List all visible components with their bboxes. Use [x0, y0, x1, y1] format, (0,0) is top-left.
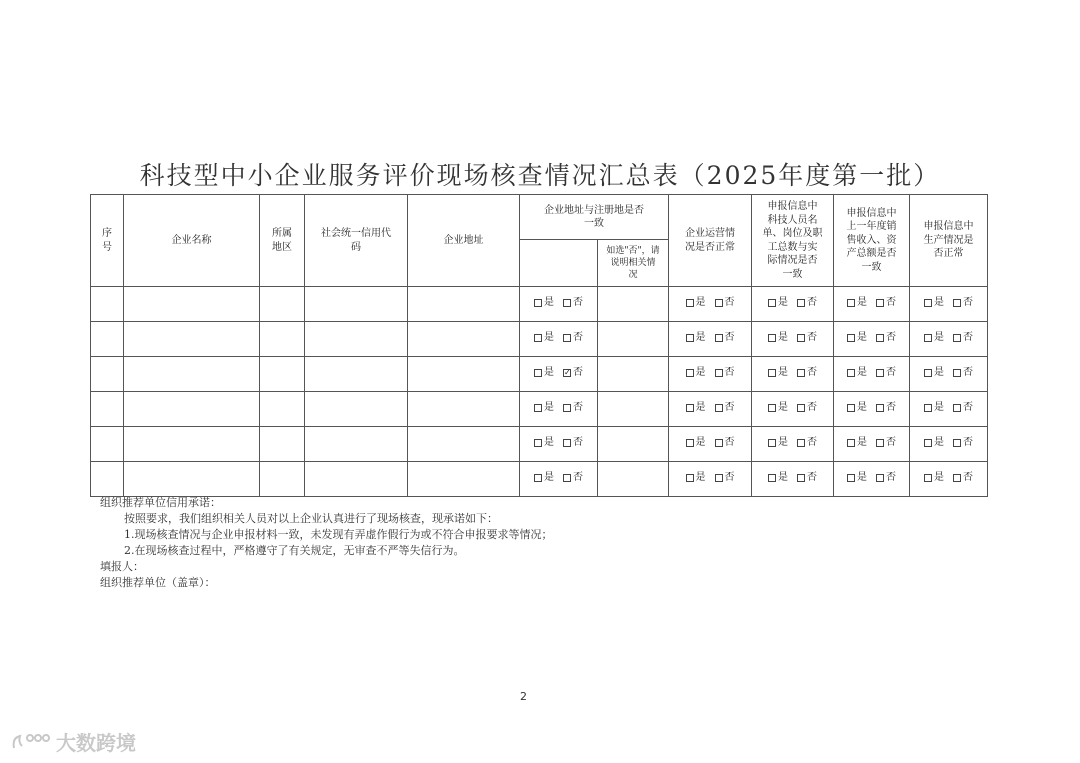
production-no-option[interactable] [953, 436, 973, 450]
operation-yes-label: 是 [695, 297, 706, 309]
checkbox-icon[interactable] [715, 334, 723, 342]
company-name-cell[interactable] [124, 427, 260, 462]
finance-no-label: 否 [886, 367, 896, 379]
staff-cell [752, 392, 834, 427]
checkbox-icon[interactable] [534, 439, 542, 447]
address-match-cell [520, 287, 598, 322]
address-cell[interactable] [408, 462, 520, 497]
header-address-match [520, 195, 669, 240]
production-yes-option[interactable] [924, 296, 944, 310]
operation-no-option[interactable] [715, 401, 735, 415]
address-match-yes-label: 是 [544, 402, 554, 414]
checkbox-icon[interactable] [686, 299, 694, 307]
production-yes-label: 是 [934, 472, 944, 484]
staff-cell [752, 287, 834, 322]
finance-no-label: 否 [886, 402, 896, 414]
operation-yes-option[interactable] [686, 471, 706, 485]
operation-cell [669, 287, 752, 322]
production-cell [910, 322, 988, 357]
header-production [910, 195, 988, 287]
finance-no-option[interactable] [876, 331, 896, 345]
production-yes-label: 是 [934, 332, 944, 344]
header-company-name [124, 195, 260, 287]
address-match-no-label: 否 [573, 472, 583, 484]
checkbox-icon[interactable] [953, 299, 961, 307]
header-address-label: 企业地址 [443, 234, 484, 246]
address-match-yes-option[interactable] [534, 296, 554, 310]
finance-yes-option[interactable] [847, 366, 867, 380]
operation-no-label: 否 [724, 437, 735, 449]
address-cell[interactable] [408, 427, 520, 462]
notes-intro: 按照要求，我们组织相关人员对以上企业认真进行了现场核查，现承诺如下： [124, 512, 498, 525]
checkbox-icon[interactable] [924, 474, 932, 482]
finance-cell [834, 427, 910, 462]
address-note-cell[interactable] [598, 427, 669, 462]
watermark-text: 大数跨境 [56, 731, 136, 755]
operation-cell [669, 462, 752, 497]
page-number: 2 [520, 690, 527, 703]
checkbox-icon[interactable] [715, 474, 723, 482]
operation-cell [669, 322, 752, 357]
checkbox-icon[interactable] [768, 404, 776, 412]
watermark-logo-icon [10, 730, 50, 754]
operation-no-option[interactable] [715, 471, 735, 485]
checkbox-icon[interactable] [534, 334, 542, 342]
checkbox-icon[interactable] [797, 369, 805, 377]
checkbox-icon[interactable] [953, 474, 961, 482]
header-region [260, 195, 305, 287]
staff-no-option[interactable] [797, 401, 817, 415]
address-match-yes-option[interactable] [534, 471, 554, 485]
finance-cell [834, 322, 910, 357]
checkbox-icon[interactable] [797, 299, 805, 307]
finance-yes-option[interactable] [847, 401, 867, 415]
header-credit-code [305, 195, 408, 287]
finance-yes-option[interactable] [847, 471, 867, 485]
address-match-cell [520, 462, 598, 497]
seq-cell[interactable] [91, 462, 124, 497]
checkbox-icon[interactable] [876, 439, 884, 447]
address-note-cell[interactable] [598, 462, 669, 497]
operation-yes-option[interactable] [686, 401, 706, 415]
checkbox-icon[interactable] [768, 369, 776, 377]
address-match-no-option[interactable] [563, 296, 583, 310]
finance-yes-label: 是 [857, 472, 867, 484]
production-no-label: 否 [963, 472, 973, 484]
checkbox-icon[interactable] [563, 299, 571, 307]
staff-no-label: 否 [807, 437, 817, 449]
finance-no-label: 否 [886, 472, 896, 484]
address-match-cell [520, 322, 598, 357]
staff-yes-label: 是 [778, 402, 788, 414]
production-no-label: 否 [963, 402, 973, 414]
operation-no-label: 否 [724, 402, 735, 414]
address-cell[interactable] [408, 322, 520, 357]
credit-code-cell[interactable] [305, 462, 408, 497]
finance-yes-label: 是 [857, 297, 867, 309]
company-name-cell[interactable] [124, 322, 260, 357]
checkbox-icon[interactable] [953, 334, 961, 342]
checkbox-icon[interactable] [876, 334, 884, 342]
credit-code-cell[interactable] [305, 392, 408, 427]
finance-no-option[interactable] [876, 296, 896, 310]
staff-no-label: 否 [807, 297, 817, 309]
staff-cell [752, 357, 834, 392]
finance-yes-option[interactable] [847, 296, 867, 310]
checkbox-icon[interactable] [924, 369, 932, 377]
checkbox-icon[interactable] [924, 439, 932, 447]
checkbox-icon[interactable] [534, 369, 542, 377]
company-name-cell[interactable] [124, 462, 260, 497]
address-note-cell[interactable] [598, 357, 669, 392]
address-match-no-label: 否 [573, 297, 583, 309]
header-seq-label: 序 号 [102, 228, 112, 253]
seq-cell[interactable] [91, 392, 124, 427]
company-name-cell[interactable] [124, 392, 260, 427]
staff-yes-option[interactable] [768, 366, 788, 380]
checkbox-icon[interactable] [847, 474, 855, 482]
address-match-no-option[interactable] [563, 331, 583, 345]
header-finance [834, 195, 910, 287]
finance-yes-label: 是 [857, 332, 867, 344]
header-region-label: 所属 地区 [272, 228, 292, 253]
company-name-cell[interactable] [124, 357, 260, 392]
checkbox-icon[interactable] [797, 439, 805, 447]
notes-item-1: 1.现场核查情况与企业申报材料一致，未发现有弄虚作假行为或不符合申报要求等情况； [124, 528, 553, 541]
header-address-note [598, 240, 669, 287]
checkbox-icon[interactable] [797, 404, 805, 412]
checkbox-icon[interactable] [686, 404, 694, 412]
staff-yes-option[interactable] [768, 471, 788, 485]
checkbox-icon[interactable] [563, 439, 571, 447]
checkbox-icon[interactable] [953, 439, 961, 447]
table-row [91, 427, 988, 462]
checkbox-icon[interactable] [715, 299, 723, 307]
address-note-cell[interactable] [598, 392, 669, 427]
finance-no-option[interactable] [876, 436, 896, 450]
checkbox-icon[interactable] [797, 474, 805, 482]
address-match-cell [520, 392, 598, 427]
address-note-cell[interactable] [598, 322, 669, 357]
credit-code-cell[interactable] [305, 427, 408, 462]
finance-no-label: 否 [886, 332, 896, 344]
region-cell[interactable] [260, 427, 305, 462]
address-match-yes-label: 是 [544, 367, 554, 379]
operation-yes-option[interactable] [686, 331, 706, 345]
checkbox-icon[interactable] [953, 369, 961, 377]
production-cell [910, 462, 988, 497]
table-row [91, 357, 988, 392]
production-no-option[interactable] [953, 331, 973, 345]
staff-cell [752, 322, 834, 357]
header-operation [669, 195, 752, 287]
commitment-notes [100, 495, 960, 591]
address-match-cell [520, 357, 598, 392]
production-no-label: 否 [963, 437, 973, 449]
address-match-no-option[interactable] [563, 401, 583, 415]
address-match-no-option[interactable] [563, 366, 583, 380]
watermark [10, 727, 136, 756]
notes-filler: 填报人： [100, 560, 144, 573]
checkbox-icon[interactable] [768, 299, 776, 307]
credit-code-cell[interactable] [305, 357, 408, 392]
address-match-yes-option[interactable] [534, 401, 554, 415]
header-seq [91, 195, 124, 287]
staff-yes-label: 是 [778, 437, 788, 449]
operation-yes-label: 是 [695, 437, 706, 449]
checkbox-icon[interactable] [563, 404, 571, 412]
checkbox-icon[interactable] [715, 404, 723, 412]
operation-no-option[interactable] [715, 296, 735, 310]
production-cell [910, 287, 988, 322]
finance-no-option[interactable] [876, 366, 896, 380]
checkbox-icon[interactable] [563, 369, 571, 377]
checkbox-icon[interactable] [876, 474, 884, 482]
header-address-note-label: 如选"否"，请 说明相关情 况 [606, 245, 660, 281]
header-staff-label: 申报信息中 科技人员名 单、岗位及职 工总数与实 际情况是否 一致 [762, 201, 823, 280]
production-cell [910, 392, 988, 427]
finance-no-option[interactable] [876, 401, 896, 415]
address-match-yes-label: 是 [544, 437, 554, 449]
table-body [91, 287, 988, 497]
seq-cell[interactable] [91, 357, 124, 392]
operation-cell [669, 357, 752, 392]
address-match-yes-option[interactable] [534, 436, 554, 450]
staff-no-option[interactable] [797, 296, 817, 310]
operation-cell [669, 392, 752, 427]
address-cell[interactable] [408, 392, 520, 427]
staff-yes-label: 是 [778, 367, 788, 379]
checkbox-icon[interactable] [924, 404, 932, 412]
header-address [408, 195, 520, 287]
operation-no-label: 否 [724, 367, 735, 379]
address-cell[interactable] [408, 287, 520, 322]
checkbox-icon[interactable] [534, 299, 542, 307]
staff-cell [752, 462, 834, 497]
checkbox-icon[interactable] [876, 299, 884, 307]
staff-no-option[interactable] [797, 366, 817, 380]
production-no-option[interactable] [953, 296, 973, 310]
table-row [91, 322, 988, 357]
company-name-cell[interactable] [124, 287, 260, 322]
operation-no-label: 否 [724, 297, 735, 309]
region-cell[interactable] [260, 357, 305, 392]
address-match-cell [520, 427, 598, 462]
operation-yes-option[interactable] [686, 366, 706, 380]
checkbox-icon[interactable] [847, 404, 855, 412]
address-match-no-option[interactable] [563, 471, 583, 485]
checkbox-icon[interactable] [534, 474, 542, 482]
checkbox-icon[interactable] [563, 334, 571, 342]
operation-no-option[interactable] [715, 331, 735, 345]
checkbox-icon[interactable] [876, 404, 884, 412]
checkbox-icon[interactable] [924, 299, 932, 307]
finance-cell [834, 462, 910, 497]
staff-yes-option[interactable] [768, 331, 788, 345]
finance-yes-option[interactable] [847, 331, 867, 345]
production-no-option[interactable] [953, 471, 973, 485]
operation-cell [669, 427, 752, 462]
production-no-label: 否 [963, 297, 973, 309]
staff-yes-label: 是 [778, 472, 788, 484]
checkbox-icon[interactable] [768, 474, 776, 482]
checkbox-icon[interactable] [563, 474, 571, 482]
region-cell[interactable] [260, 392, 305, 427]
operation-no-label: 否 [724, 472, 735, 484]
finance-cell [834, 392, 910, 427]
finance-yes-label: 是 [857, 367, 867, 379]
staff-no-label: 否 [807, 402, 817, 414]
operation-yes-label: 是 [695, 472, 706, 484]
address-match-yes-option[interactable] [534, 331, 554, 345]
staff-yes-label: 是 [778, 332, 788, 344]
production-yes-label: 是 [934, 367, 944, 379]
checkbox-icon[interactable] [847, 369, 855, 377]
staff-yes-option[interactable] [768, 436, 788, 450]
staff-no-option[interactable] [797, 436, 817, 450]
production-yes-option[interactable] [924, 331, 944, 345]
staff-no-option[interactable] [797, 471, 817, 485]
finance-yes-option[interactable] [847, 436, 867, 450]
address-match-no-option[interactable] [563, 436, 583, 450]
checkbox-icon[interactable] [847, 299, 855, 307]
checkbox-icon[interactable] [797, 334, 805, 342]
checkbox-icon[interactable] [715, 369, 723, 377]
operation-yes-label: 是 [695, 332, 706, 344]
checkbox-icon[interactable] [847, 439, 855, 447]
checkbox-icon[interactable] [768, 439, 776, 447]
table-row [91, 287, 988, 322]
production-yes-option[interactable] [924, 436, 944, 450]
staff-no-label: 否 [807, 367, 817, 379]
production-yes-option[interactable] [924, 366, 944, 380]
operation-no-label: 否 [724, 332, 735, 344]
staff-cell [752, 427, 834, 462]
finance-no-label: 否 [886, 297, 896, 309]
production-no-option[interactable] [953, 401, 973, 415]
header-staff [752, 195, 834, 287]
production-yes-label: 是 [934, 402, 944, 414]
summary-table [90, 194, 988, 497]
production-yes-option[interactable] [924, 401, 944, 415]
header-credit-code-label: 社会统一信用代 码 [321, 228, 391, 253]
finance-no-label: 否 [886, 437, 896, 449]
credit-code-cell[interactable] [305, 287, 408, 322]
checkbox-icon[interactable] [953, 404, 961, 412]
checkbox-icon[interactable] [715, 439, 723, 447]
page-title: 科技型中小企业服务评价现场核查情况汇总表（2025年度第一批） [139, 161, 941, 190]
address-match-yes-label: 是 [544, 472, 554, 484]
header-address-match-label: 企业地址与注册地是否 一致 [544, 204, 644, 229]
address-match-no-label: 否 [573, 437, 583, 449]
header-address-match-choice [520, 240, 598, 287]
production-yes-option[interactable] [924, 471, 944, 485]
header-finance-label: 申报信息中 上一年度销 售收入、资 产总额是否 一致 [846, 207, 897, 273]
checkbox-icon[interactable] [924, 334, 932, 342]
checkbox-icon[interactable] [847, 334, 855, 342]
table-header-row [91, 195, 988, 240]
finance-yes-label: 是 [857, 437, 867, 449]
address-match-yes-option[interactable] [534, 366, 554, 380]
finance-yes-label: 是 [857, 402, 867, 414]
address-match-no-label: 否 [573, 367, 583, 379]
address-match-yes-label: 是 [544, 332, 554, 344]
production-no-label: 否 [963, 367, 973, 379]
operation-no-option[interactable] [715, 436, 735, 450]
header-production-label: 申报信息中 生产情况是 否正常 [923, 221, 974, 260]
notes-heading: 组织推荐单位信用承诺： [100, 496, 221, 509]
operation-yes-label: 是 [695, 367, 706, 379]
checkbox-icon[interactable] [686, 334, 694, 342]
operation-yes-option[interactable] [686, 436, 706, 450]
finance-no-option[interactable] [876, 471, 896, 485]
checkbox-icon[interactable] [686, 439, 694, 447]
table-row [91, 392, 988, 427]
checkbox-icon[interactable] [876, 369, 884, 377]
operation-yes-option[interactable] [686, 296, 706, 310]
finance-cell [834, 287, 910, 322]
checkbox-icon[interactable] [686, 369, 694, 377]
operation-yes-label: 是 [695, 402, 706, 414]
production-cell [910, 427, 988, 462]
checkbox-icon[interactable] [768, 334, 776, 342]
address-cell[interactable] [408, 357, 520, 392]
production-yes-label: 是 [934, 437, 944, 449]
address-match-no-label: 否 [573, 402, 583, 414]
notes-item-2: 2.在现场核查过程中，严格遵守了有关规定，无审查不严等失信行为。 [124, 544, 465, 557]
header-company-name-label: 企业名称 [171, 234, 212, 246]
production-yes-label: 是 [934, 297, 944, 309]
staff-yes-option[interactable] [768, 401, 788, 415]
region-cell[interactable] [260, 462, 305, 497]
production-cell [910, 357, 988, 392]
operation-no-option[interactable] [715, 366, 735, 380]
checkbox-icon[interactable] [534, 404, 542, 412]
notes-unit: 组织推荐单位（盖章）： [100, 576, 216, 589]
credit-code-cell[interactable] [305, 322, 408, 357]
staff-no-label: 否 [807, 332, 817, 344]
address-match-yes-label: 是 [544, 297, 554, 309]
region-cell[interactable] [260, 322, 305, 357]
region-cell[interactable] [260, 287, 305, 322]
seq-cell[interactable] [91, 322, 124, 357]
staff-yes-option[interactable] [768, 296, 788, 310]
production-no-label: 否 [963, 332, 973, 344]
address-note-cell[interactable] [598, 287, 669, 322]
finance-cell [834, 357, 910, 392]
table-row [91, 462, 988, 497]
seq-cell[interactable] [91, 427, 124, 462]
staff-yes-label: 是 [778, 297, 788, 309]
address-match-no-label: 否 [573, 332, 583, 344]
seq-cell[interactable] [91, 287, 124, 322]
production-no-option[interactable] [953, 366, 973, 380]
checkbox-icon[interactable] [686, 474, 694, 482]
header-operation-label: 企业运营情 况是否正常 [685, 228, 735, 253]
staff-no-label: 否 [807, 472, 817, 484]
staff-no-option[interactable] [797, 331, 817, 345]
